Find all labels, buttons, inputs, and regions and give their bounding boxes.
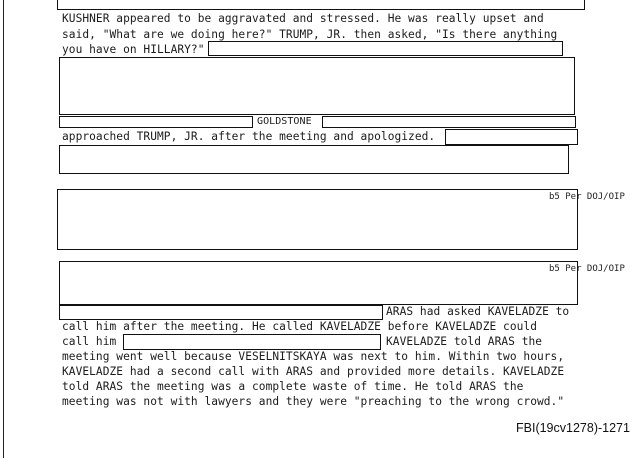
paragraph-3-line-4: meeting went well because VESELNITSKAYA was next to him. Within two hours, (62, 350, 565, 363)
bates-number: FBI(19cv1278)-1271 (516, 421, 630, 435)
redaction-box (57, 0, 585, 10)
paragraph-3-line-7: meeting was not with lawyers and they were "preaching to the wrong crowd." (62, 395, 565, 408)
goldstone-label: GOLDSTONE (257, 116, 312, 127)
paragraph-3-line-6: told ARAS the meeting was a complete waste of time. He told ARAS the (62, 380, 524, 393)
paragraph-3-line-3b: KAVELADZE told ARAS the (386, 335, 543, 348)
redaction-box (59, 116, 253, 128)
redaction-box (59, 145, 569, 174)
paragraph-3-line-5: KAVELADZE had a second call with ARAS and provided more details. KAVELADZE (62, 365, 565, 378)
paragraph-1-line-2: said, "What are we doing here?" TRUMP, JR. then asked, "Is there anything (62, 28, 558, 41)
b5-exemption-note: b5 Per DOJ/OIP (549, 264, 625, 274)
paragraph-3-line-3a: call him (62, 335, 117, 348)
paragraph-1-line-3: you have on HILLARY?" (62, 43, 205, 56)
paragraph-2-line-1: approached TRUMP, JR. after the meeting and apologized. (62, 130, 436, 143)
b5-exemption-note: b5 Per DOJ/OIP (549, 192, 625, 202)
redaction-box (59, 57, 575, 115)
redaction-box (208, 41, 563, 56)
redaction-box (445, 129, 578, 145)
paragraph-1-line-1: KUSHNER appeared to be aggravated and stressed. He was really upset and (62, 12, 544, 25)
redaction-box (59, 305, 383, 320)
redaction-box (123, 334, 381, 350)
redaction-box (322, 116, 576, 128)
redaction-box (57, 189, 578, 250)
redaction-box (59, 261, 578, 305)
paragraph-3-line-2: call him after the meeting. He called KAVELADZE before KAVELADZE could (62, 320, 537, 333)
page-left-edge (3, 0, 4, 458)
paragraph-3-line-1: ARAS had asked KAVELADZE to (386, 305, 570, 318)
